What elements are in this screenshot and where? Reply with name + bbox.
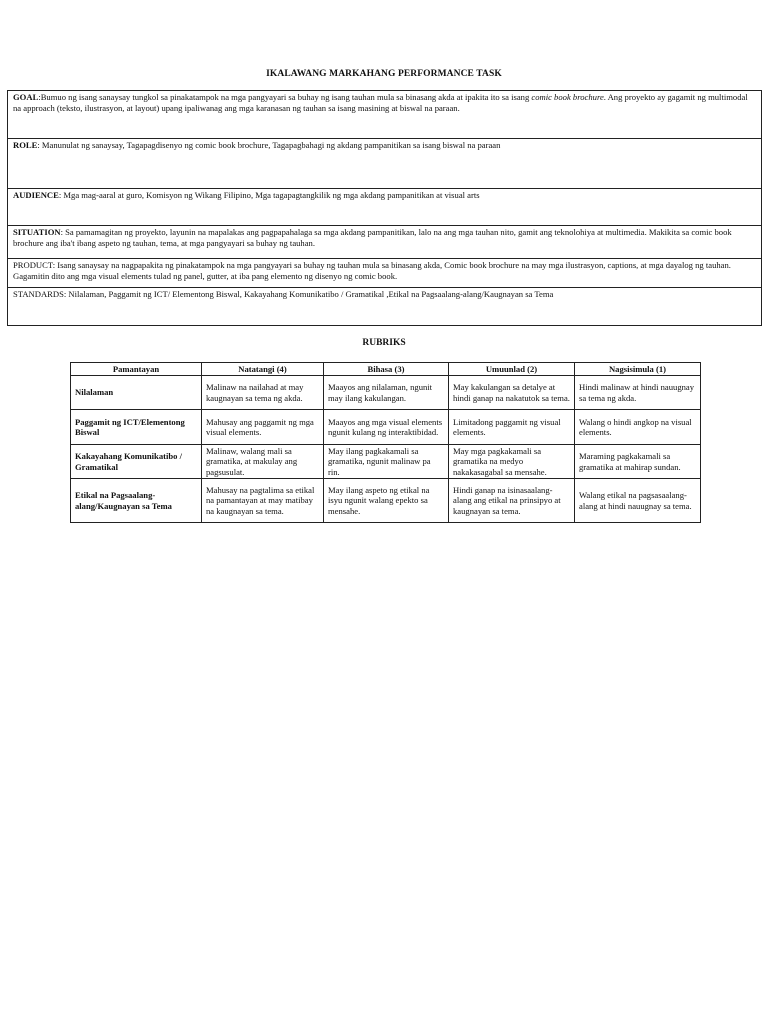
audience-cell <box>8 189 762 226</box>
rubric-row-etikal <box>71 479 701 523</box>
criterion-cell: Etikal na Pagsaalang-alang/Kaugnayan sa Tema <box>71 479 202 523</box>
rubric-cell: Walang etikal na pagsasaalang-alang at hindi nauugnay sa tema. <box>575 479 701 523</box>
rubric-cell: Maayos ang mga visual elements ngunit kulang ng interaktibidad. <box>324 410 449 445</box>
header-pamantayan: Pamantayan <box>71 363 202 376</box>
rubric-cell: Hindi ganap na isinasaalang-alang ang etikal na prinsipyo at kaugnayan sa tema. <box>449 479 575 523</box>
goal-row <box>8 91 762 139</box>
audience-row <box>8 189 762 226</box>
situation-row <box>8 226 762 259</box>
rubric-cell: Maayos ang nilalaman, ngunit may ilang kakulangan. <box>324 376 449 410</box>
situation-text: : Sa pamamagitan ng proyekto, layunin na mapalakas ang pagpapahalaga sa mga akdang pampanitikan, lalo na ang mga tauhan nito, gamit ang teknolohiya at multimedia. Makikita sa comic book brochure ang iba't ibang aspeto ng tauhan, tema, at mga pangyayari sa buhay ng tauhan. <box>13 227 732 248</box>
product-label: PRODUCT <box>13 260 53 270</box>
rubric-cell: May mga pagkakamali sa gramatika na medyo nakakasagabal sa mensahe. <box>449 445 575 479</box>
role-label: ROLE <box>13 140 38 150</box>
goal-text-italic: comic book brochure <box>531 92 604 102</box>
rubric-cell: Malinaw, walang mali sa gramatika, at makulay ang pagsusulat. <box>202 445 324 479</box>
role-cell <box>8 139 762 189</box>
standards-label: STANDARDS <box>13 289 64 299</box>
role-row <box>8 139 762 189</box>
rubric-cell: Hindi malinaw at hindi nauugnay sa tema ng akda. <box>575 376 701 410</box>
rubric-table <box>70 362 701 523</box>
header-umuunlad: Umuunlad (2) <box>449 363 575 376</box>
rubric-cell: Limitadong paggamit ng visual elements. <box>449 410 575 445</box>
rubrics-title: RUBRIKS <box>362 338 406 348</box>
standards-cell <box>8 288 762 326</box>
performance-task-table <box>7 90 762 326</box>
header-bihasa: Bihasa (3) <box>324 363 449 376</box>
rubric-cell: Mahusay na pagtalima sa etikal na pamantayan at may matibay na kaugnayan sa tema. <box>202 479 324 523</box>
goal-cell <box>8 91 762 139</box>
rubric-cell: May ilang aspeto ng etikal na isyu ngunit walang epekto sa mensahe. <box>324 479 449 523</box>
rubric-header-row <box>71 363 701 376</box>
situation-cell <box>8 226 762 259</box>
rubric-cell: Walang o hindi angkop na visual elements. <box>575 410 701 445</box>
rubric-cell: Malinaw na nailahad at may kaugnayan sa tema ng akda. <box>202 376 324 410</box>
rubric-cell: May kakulangan sa detalye at hindi ganap na nakatutok sa tema. <box>449 376 575 410</box>
product-cell <box>8 259 762 288</box>
situation-label: SITUATION <box>13 227 61 237</box>
rubric-row-gramatikal <box>71 445 701 479</box>
audience-label: AUDIENCE <box>13 190 59 200</box>
goal-text-before: :Bumuo ng isang sanaysay tungkol sa pinakatampok na mga pangyayari sa buhay ng isang tauhan mula sa binasang akda at ipakita ito sa isang <box>38 92 532 102</box>
goal-label: GOAL <box>13 92 39 102</box>
header-nagsisimula: Nagsisimula (1) <box>575 363 701 376</box>
rubric-row-nilalaman <box>71 376 701 410</box>
criterion-cell: Paggamit ng ICT/Elementong Biswal <box>71 410 202 445</box>
rubric-cell: Maraming pagkakamali sa gramatika at mahirap sundan. <box>575 445 701 479</box>
rubric-row-ict <box>71 410 701 445</box>
page-title: IKALAWANG MARKAHANG PERFORMANCE TASK <box>266 69 502 79</box>
role-text: : Manunulat ng sanaysay, Tagapagdisenyo ng comic book brochure, Tagapagbahagi ng akdang pampanitikan sa isang biswal na paraan <box>37 140 501 150</box>
rubric-cell: Mahusay ang paggamit ng mga visual elements. <box>202 410 324 445</box>
criterion-cell: Nilalaman <box>71 376 202 410</box>
standards-text: : Nilalaman, Paggamit ng ICT/ Elementong Biswal, Kakayahang Komunikatibo / Gramatikal ,Etikal na Pagsaalang-alang/Kaugnayan sa Tema <box>63 289 554 299</box>
criterion-cell: Kakayahang Komunikatibo / Gramatikal <box>71 445 202 479</box>
standards-row <box>8 288 762 326</box>
audience-text: : Mga mag-aaral at guro, Komisyon ng Wikang Filipino, Mga tagapagtangkilik ng mga akdang pampanitikan at visual arts <box>58 190 480 200</box>
rubric-cell: May ilang pagkakamali sa gramatika, ngunit malinaw pa rin. <box>324 445 449 479</box>
product-text: : Isang sanaysay na nagpapakita ng pinakatampok na mga pangyayari sa buhay ng tauhan mula sa binasang akda, Comic book brochure na may mga ilustrasyon, captions, at mga dayalog ng tauhan. Gagamitin dito ang mga visual elements tulad ng panel, gutter, at iba pang elemento ng disenyo ng comic book. <box>13 260 731 281</box>
product-row <box>8 259 762 288</box>
goal-text-after: . Ang proyekto ay gagamit ng multimodal na approach (teksto, ilustrasyon, at layout) upang ipaliwanag ang mga karanasan ng tauhan sa isang masining at biswal na paraan. <box>13 92 748 113</box>
header-natatangi: Natatangi (4) <box>202 363 324 376</box>
